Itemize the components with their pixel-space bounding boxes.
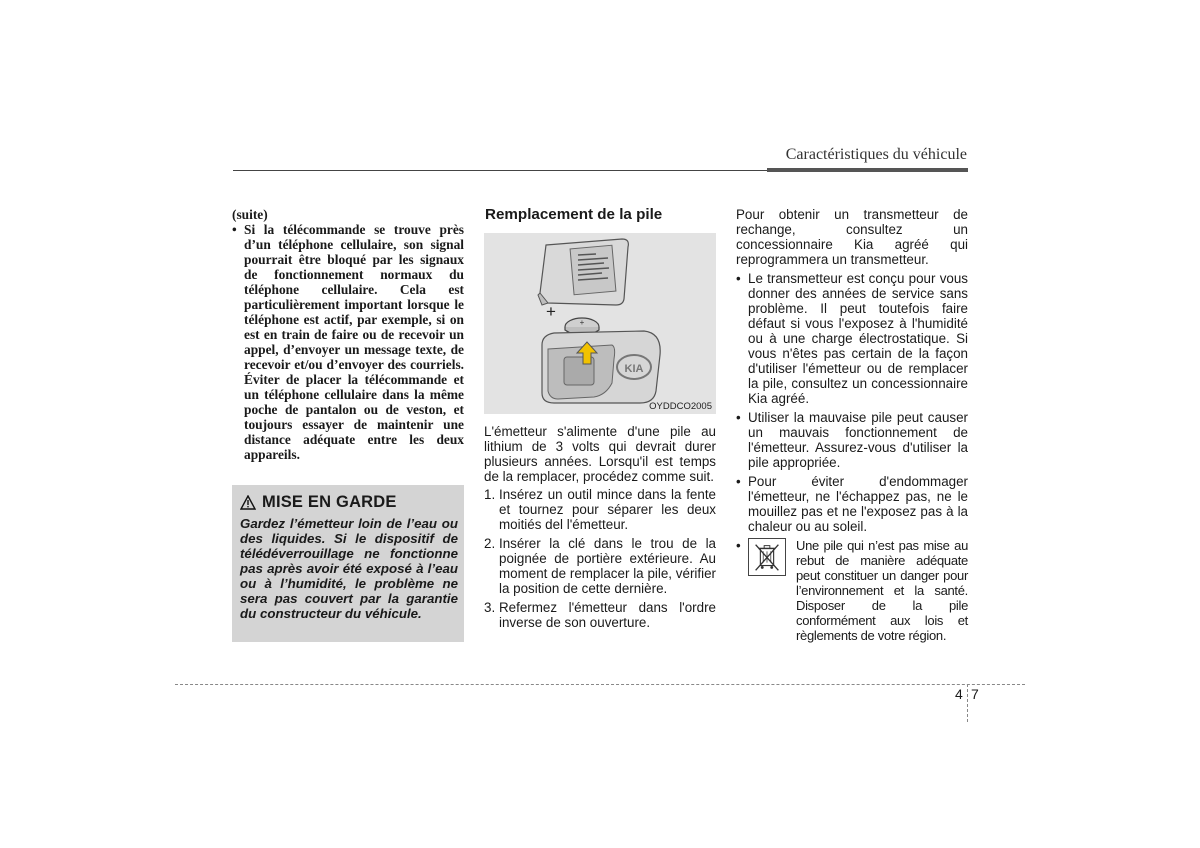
bullet-marker: • [736,271,741,286]
warning-header [240,493,397,512]
step-number: 1. [484,487,496,502]
bullet-marker: • [736,538,741,553]
right-column [736,207,968,643]
step-number: 2. [484,536,496,551]
warning-box [232,485,464,642]
crossed-bin-icon [748,538,786,576]
warning-title: MISE EN GARDE [262,493,397,511]
plus-sign: + [546,302,556,321]
bullet-text: Utiliser la mauvaise pile peut causer un mauvais fonctionnement de l'émetteur. Assurez-vous d'utiliser la pile appropriée. [748,410,968,470]
step-item [484,536,716,596]
warning-text: Gardez l’émetteur loin de l’eau ou des liquides. Si le dispositif de télédéverrouillage ne fonctionne pas après avoir été exposé à l’eau ou à l’humidité, le problème ne sera pas couvert par la garantie du constructeur du véhicule. [240,516,458,621]
figure-code: OYDDCO2005 [649,401,712,412]
list-item [736,474,968,534]
step-text: Insérer la clé dans le trou de la poignée de portière extérieure. Au moment de remplacer la pile, vérifier la position de cette dernière. [499,536,716,596]
key-fob-illustration [484,233,716,414]
disposal-text: Une pile qui n’est pas mise au rebut de manière adéquate peut constituer un danger pour l’environnement et la santé. Disposer de la pile conformément aux lois et règlements de votre région. [796,538,968,643]
disposal-notice [736,538,968,643]
middle-column-text [484,424,716,630]
bullet-marker: • [736,474,741,489]
header-rule-accent [767,168,968,172]
section-heading: Remplacement de la pile [485,206,663,223]
battery-replacement-figure [484,233,716,414]
list-item [232,222,464,462]
warning-triangle-icon [240,495,256,510]
battery-intro-text: L'émetteur s'alimente d'une pile au lithium de 3 volts qui devrait durer plusieurs années. Lorsqu'il est temps de la remplacer, procédez comme suit. [484,424,716,484]
bullet-marker: • [736,410,741,425]
list-item [736,271,968,406]
page-number: 7 [971,686,979,702]
step-text: Refermez l'émetteur dans l'ordre inverse de son ouverture. [499,600,716,630]
running-header-title: Caractéristiques du véhicule [785,146,967,163]
battery-polarity-mark: + [579,318,585,327]
phone-interference-text: Si la télécommande se trouve près d’un téléphone cellulaire, son signal pourrait être bloqué par les signaux de fonctionnement normaux du téléphone cellulaire. Cela est particulièrement important lorsque le téléphone est actif, par exemple, si on est en train de faire ou de recevoir un appel, d’envoyer un message texte, de recevoir et/ou d’envoyer des courriels. Éviter de placer la télécommande et un téléphone cellulaire dans la même poche de pantalon ou de veston, et toujours essayer de maintenir une distance adéquate entre les deux appareils. [244,222,464,462]
footer-rule [175,684,1025,685]
chapter-number: 4 [955,686,963,702]
replacement-intro-text: Pour obtenir un transmetteur de rechange, consultez un concessionnaire Kia agréé qui reprogrammera un transmetteur. [736,207,968,267]
brand-logo: KIA [624,363,644,375]
step-item [484,600,716,630]
bullet-marker: • [232,222,237,237]
bullet-text: Pour éviter d'endommager l'émetteur, ne l'échappez pas, ne le mouillez pas et ne l'exposez pas à la chaleur ou au soleil. [748,474,968,534]
list-item [736,410,968,470]
continued-label: (suite) [232,207,268,222]
step-item [484,487,716,532]
left-column [232,207,464,462]
bullet-text: Le transmetteur est conçu pour vous donner des années de service sans problème. Il peut toutefois faire défaut si vous l'exposez à l'humidité ou à une charge électrostatique. Si vous n'êtes pas certain de la façon d'utiliser l'émetteur ou de remplacer la pile, consultez un concessionnaire Kia agréé. [748,271,968,406]
step-number: 3. [484,600,496,615]
page-number-separator [967,684,968,722]
step-text: Insérez un outil mince dans la fente et tournez pour séparer les deux moitiés del l'émetteur. [499,487,716,532]
